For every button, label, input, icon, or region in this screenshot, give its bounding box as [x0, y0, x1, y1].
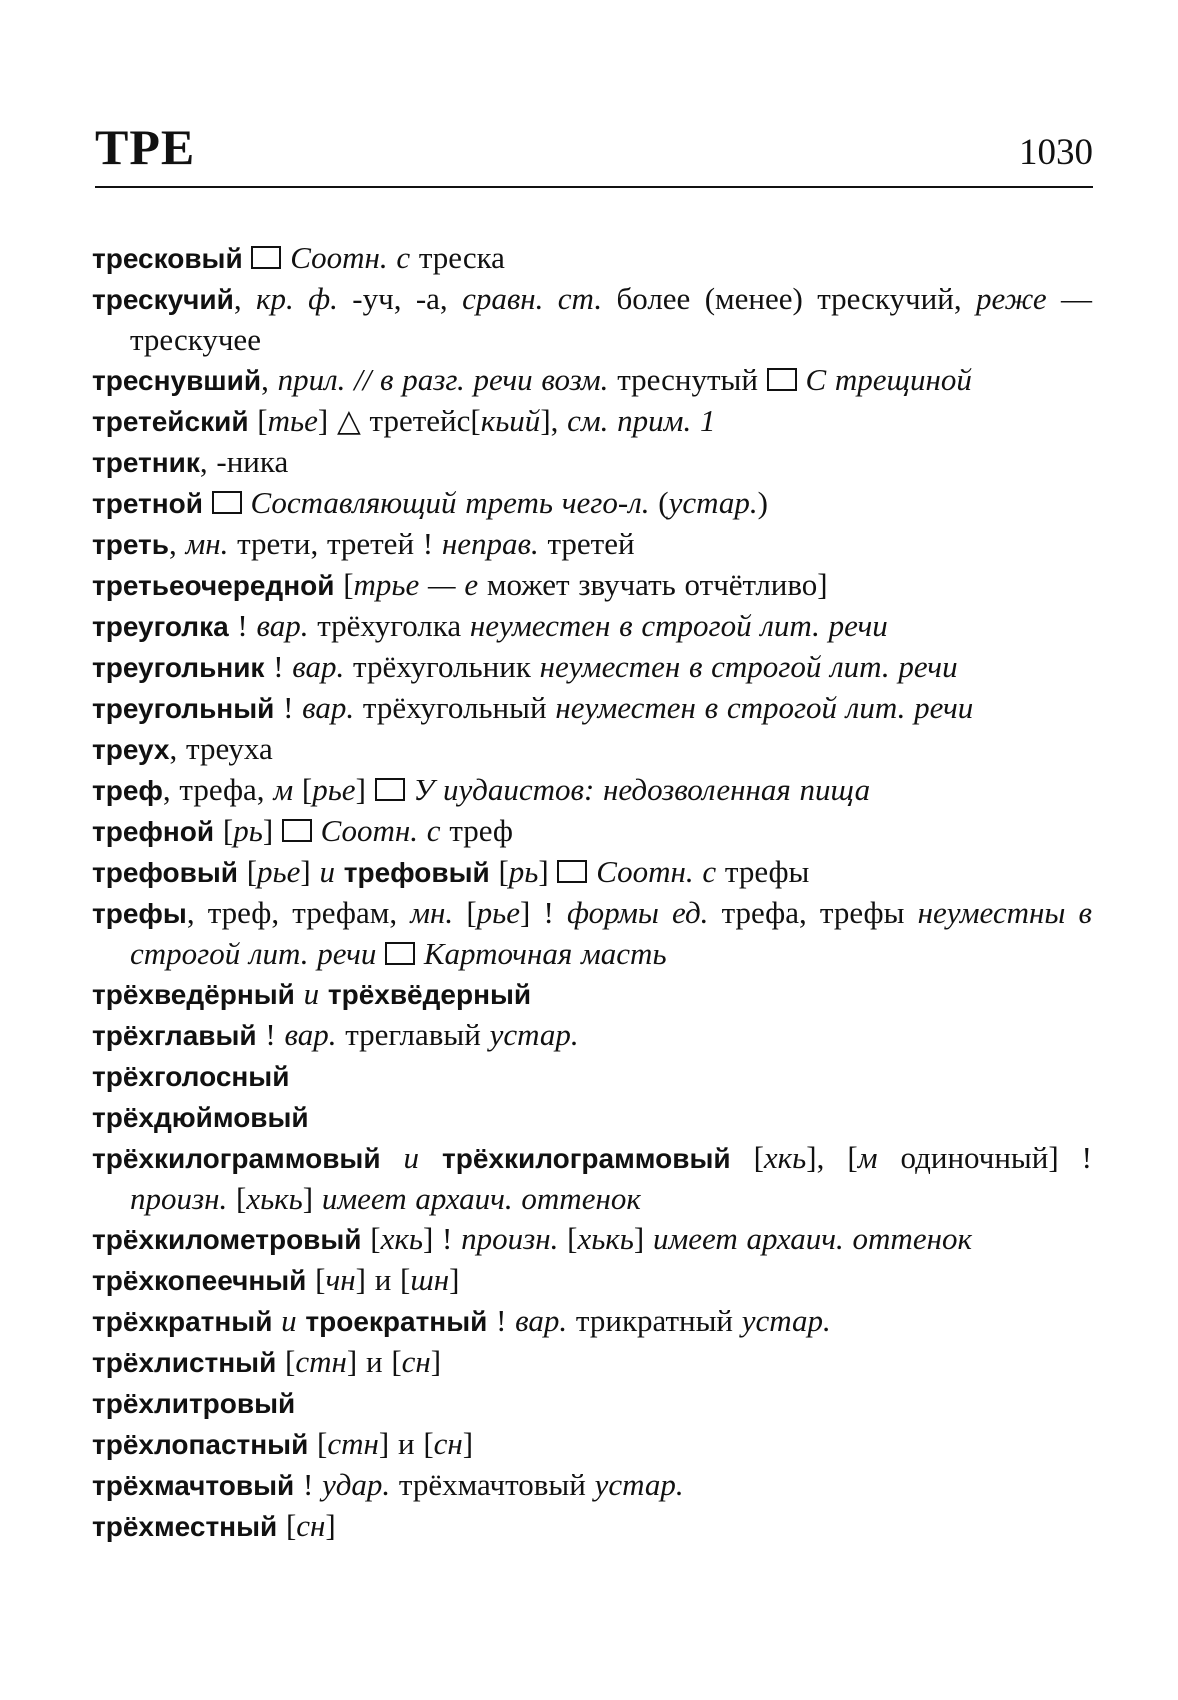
entry-text: ,	[168, 526, 186, 561]
dictionary-entry	[92, 606, 1092, 647]
entry-text: !	[294, 1467, 323, 1502]
label-italic: удар.	[322, 1467, 391, 1502]
label-italic: м	[273, 772, 294, 807]
headword: трёхвёдерный	[327, 979, 532, 1010]
entry-text: -уч, -а,	[337, 281, 463, 316]
headword: трёхкопеечный	[92, 1265, 307, 1296]
entry-text: , треф, трефам,	[186, 895, 411, 930]
entry-text: ] !	[422, 1221, 462, 1256]
entry-text	[243, 240, 252, 275]
headword: трефы	[92, 898, 187, 929]
entry-text: трёхуголка	[308, 608, 470, 643]
label-italic: У иудаистов: недозволенная пища	[413, 772, 871, 807]
entry-text	[295, 976, 304, 1011]
headword: треснувший	[92, 365, 262, 396]
dictionary-entry	[92, 893, 1092, 974]
label-italic: устар.	[668, 485, 758, 520]
entry-text	[319, 976, 328, 1011]
entry-text: [	[334, 567, 354, 602]
label-italic: имеет архаич. оттенок	[321, 1181, 641, 1216]
label-italic: рье	[257, 854, 301, 889]
entry-text: ],	[540, 403, 568, 438]
headword: треух	[92, 734, 170, 765]
label-italic: С трещиной	[805, 362, 972, 397]
definition-box-icon	[375, 778, 405, 801]
headword: трефной	[92, 816, 215, 847]
label-italic: неуместен в строгой лит. речи	[469, 608, 888, 643]
label-italic: сравн. ст.	[462, 281, 603, 316]
label-italic: неуместны в строгой лит. речи	[130, 895, 1092, 971]
dictionary-entry	[92, 688, 1092, 729]
headword: треть	[92, 529, 169, 560]
label-italic: и	[319, 854, 335, 889]
label-italic: вар.	[515, 1303, 568, 1338]
headword: трёхлопастный	[92, 1429, 309, 1460]
headword: третник	[92, 447, 200, 478]
label-italic: устар.	[489, 1017, 579, 1052]
headword: трёхдюймовый	[92, 1102, 309, 1133]
headword: трёхведёрный	[92, 979, 295, 1010]
label-italic: сн	[433, 1426, 463, 1461]
entry-text: трёхугольник	[344, 649, 540, 684]
dictionary-entry	[92, 852, 1092, 893]
headword: трёхкилограммовый	[92, 1143, 381, 1174]
entry-text: треф	[440, 813, 513, 848]
entry-text: !	[264, 649, 293, 684]
label-italic: неуместен в строгой лит. речи	[555, 690, 974, 725]
label-italic: произн.	[461, 1221, 559, 1256]
dictionary-entry	[92, 238, 1092, 279]
label-italic: рь	[233, 813, 263, 848]
label-italic: прил. // в разг. речи возм.	[277, 362, 609, 397]
label-italic: неправ.	[441, 526, 539, 561]
entry-text	[281, 240, 290, 275]
entry-text: ,	[233, 281, 256, 316]
entry-text: !	[228, 608, 257, 643]
label-italic: и	[281, 1303, 297, 1338]
label-italic: сн	[296, 1508, 326, 1543]
dictionary-entry	[92, 1301, 1092, 1342]
entry-text: более (менее) трескучий,	[602, 281, 976, 316]
headword: трёхкилометровый	[92, 1224, 362, 1255]
headword: треуголка	[92, 611, 229, 642]
headword: третейский	[92, 406, 249, 437]
entry-text: треглавый	[336, 1017, 490, 1052]
headword: трёхглавый	[92, 1020, 257, 1051]
dictionary-entry	[92, 1383, 1092, 1424]
entry-text: , -ника	[199, 444, 289, 479]
label-italic: стн	[327, 1426, 379, 1461]
dictionary-entry	[92, 524, 1092, 565]
entry-text: ]	[430, 1344, 442, 1379]
headword: треугольный	[92, 693, 275, 724]
entry-text: ]	[633, 1221, 653, 1256]
entry-text: [	[306, 1262, 326, 1297]
dictionary-entry	[92, 1260, 1092, 1301]
entry-text: ]	[262, 813, 282, 848]
headword: трескучий	[92, 284, 234, 315]
entry-text	[419, 1140, 442, 1175]
label-italic: и	[403, 1140, 420, 1175]
headword: трёхместный	[92, 1511, 278, 1542]
entry-text: трикратный	[567, 1303, 742, 1338]
dictionary-entry	[92, 360, 1092, 401]
dictionary-entry	[92, 1424, 1092, 1465]
label-italic: хькь	[577, 1221, 634, 1256]
dictionary-entry	[92, 647, 1092, 688]
headword: трёхголосный	[92, 1061, 290, 1092]
entry-text: трети, третей !	[228, 526, 442, 561]
label-italic: тье	[267, 403, 318, 438]
label-italic: хькь	[246, 1181, 303, 1216]
entry-text: ,	[261, 362, 278, 397]
entry-text: [	[453, 895, 477, 930]
label-italic: кьий	[480, 403, 541, 438]
label-italic: сн	[401, 1344, 431, 1379]
dictionary-entry	[92, 401, 1092, 442]
headword: трёхмачтовый	[92, 1470, 295, 1501]
entry-text: !	[256, 1017, 285, 1052]
entry-text: !	[487, 1303, 516, 1338]
label-italic: Составляющий треть чего-л.	[250, 485, 650, 520]
label-italic: хкь	[380, 1221, 423, 1256]
label-italic: стн	[295, 1344, 347, 1379]
entry-text: треска	[410, 240, 505, 275]
label-italic: мн.	[410, 895, 454, 930]
entry-text	[381, 1140, 404, 1175]
label-italic: неуместен в строгой лит. речи	[539, 649, 958, 684]
headword: трёхкилограммовый	[442, 1143, 731, 1174]
dictionary-entry	[92, 1138, 1092, 1219]
label-italic: произн.	[130, 1181, 228, 1216]
dictionary-entry	[92, 974, 1092, 1015]
entry-text: трёхмачтовый	[390, 1467, 595, 1502]
headword: трёхкратный	[92, 1306, 273, 1337]
definition-box-icon	[767, 368, 797, 391]
label-italic: реже	[975, 281, 1047, 316]
label-italic: вар.	[256, 608, 309, 643]
label-italic: м	[857, 1140, 878, 1175]
entry-text	[376, 936, 385, 971]
entry-text: [	[214, 813, 234, 848]
label-italic: формы ед.	[567, 895, 709, 930]
entry-text: [	[237, 854, 258, 889]
entry-text: ] △ третейс[	[317, 403, 481, 438]
entry-text: [	[489, 854, 509, 889]
entry-text: ]	[449, 1262, 460, 1297]
label-italic: вар.	[284, 1017, 337, 1052]
entry-text: — трескучее	[130, 281, 1093, 357]
label-italic: см. прим. 1	[567, 403, 716, 438]
label-italic: имеет архаич. оттенок	[653, 1221, 972, 1256]
page-header	[95, 118, 1093, 188]
dictionary-entry	[92, 279, 1092, 360]
entry-text	[203, 485, 212, 520]
entry-text: [	[361, 1221, 381, 1256]
entry-text: ] и [	[346, 1344, 402, 1379]
page-number: 1030	[1019, 132, 1093, 173]
entry-text: ] и [	[378, 1426, 434, 1461]
entry-text: ]	[302, 1181, 322, 1216]
dictionary-entry	[92, 1056, 1092, 1097]
definition-box-icon	[251, 246, 281, 269]
label-italic: чн	[325, 1262, 356, 1297]
entry-text	[335, 854, 344, 889]
label-italic: Соотн. с	[320, 813, 441, 848]
entry-text: третей	[538, 526, 635, 561]
dictionary-entry	[92, 770, 1092, 811]
entry-text: [	[293, 772, 313, 807]
dictionary-entry	[92, 1342, 1092, 1383]
label-italic: устар.	[741, 1303, 831, 1338]
dictionary-entry	[92, 483, 1092, 524]
label-italic: рье	[476, 895, 521, 930]
label-italic: трье — е	[353, 567, 479, 602]
entry-text: [	[558, 1221, 578, 1256]
entry-text: [	[227, 1181, 247, 1216]
entry-text: ]	[462, 1426, 474, 1461]
label-italic: шн	[410, 1262, 450, 1297]
entry-text: !	[274, 690, 303, 725]
headword: трефовый	[343, 857, 490, 888]
label-italic: и	[303, 976, 320, 1011]
headword: треф	[92, 775, 163, 806]
headword: троекратный	[305, 1306, 488, 1337]
headword: третной	[92, 488, 203, 519]
entry-text: трефа, трефы	[708, 895, 918, 930]
entry-text: [	[730, 1140, 764, 1175]
definition-box-icon	[557, 860, 587, 883]
entry-text: одиночный] !	[877, 1140, 1092, 1175]
headword: тресковый	[92, 243, 243, 274]
entry-text: ], [	[806, 1140, 858, 1175]
dictionary-entry	[92, 442, 1092, 483]
label-italic: устар.	[594, 1467, 684, 1502]
running-headword: ТРЕ	[95, 119, 196, 175]
entry-text: ] !	[520, 895, 568, 930]
entry-text	[312, 813, 321, 848]
entry-text: [	[308, 1426, 328, 1461]
headword: трёхлистный	[92, 1347, 277, 1378]
label-italic: мн.	[185, 526, 229, 561]
entry-text: [	[276, 1344, 296, 1379]
entry-text: трёхугольный	[354, 690, 556, 725]
label-italic: Соотн. с	[290, 240, 411, 275]
label-italic: рь	[508, 854, 539, 889]
entry-text: ]	[325, 1508, 336, 1543]
entry-text: ]	[355, 772, 375, 807]
entry-text: [	[277, 1508, 297, 1543]
label-italic: Соотн. с	[596, 854, 717, 889]
dictionary-entry	[92, 1015, 1092, 1056]
entry-text: (	[649, 485, 669, 520]
label-italic: хкь	[763, 1140, 807, 1175]
label-italic: вар.	[302, 690, 355, 725]
dictionary-entry	[92, 565, 1092, 606]
definition-box-icon	[385, 942, 415, 965]
label-italic: вар.	[292, 649, 345, 684]
entry-text: [	[248, 403, 268, 438]
dictionary-entries	[92, 238, 1092, 1547]
definition-box-icon	[282, 819, 312, 842]
dictionary-entry	[92, 1097, 1092, 1138]
headword: третьеочередной	[92, 570, 335, 601]
headword: трёхлитровый	[92, 1388, 296, 1419]
entry-text: )	[757, 485, 768, 520]
entry-text: может звучать отчётливо]	[478, 567, 828, 602]
dictionary-entry	[92, 1465, 1092, 1506]
label-italic: кр. ф.	[256, 281, 338, 316]
entry-text: , трефа,	[162, 772, 274, 807]
definition-box-icon	[212, 491, 242, 514]
dictionary-entry	[92, 1506, 1092, 1547]
entry-text: треснутый	[608, 362, 767, 397]
headword: треугольник	[92, 652, 265, 683]
label-italic: Карточная масть	[423, 936, 667, 971]
dictionary-entry	[92, 1219, 1092, 1260]
dictionary-entry	[92, 811, 1092, 852]
entry-text	[415, 936, 424, 971]
entry-text	[272, 1303, 281, 1338]
entry-text: , треуха	[169, 731, 273, 766]
entry-text: ]	[300, 854, 320, 889]
entry-text	[587, 854, 596, 889]
dictionary-entry	[92, 729, 1092, 770]
entry-text: ]	[538, 854, 558, 889]
headword: трефовый	[92, 857, 238, 888]
label-italic: рье	[312, 772, 356, 807]
entry-text: ] и [	[355, 1262, 411, 1297]
entry-text: трефы	[716, 854, 810, 889]
